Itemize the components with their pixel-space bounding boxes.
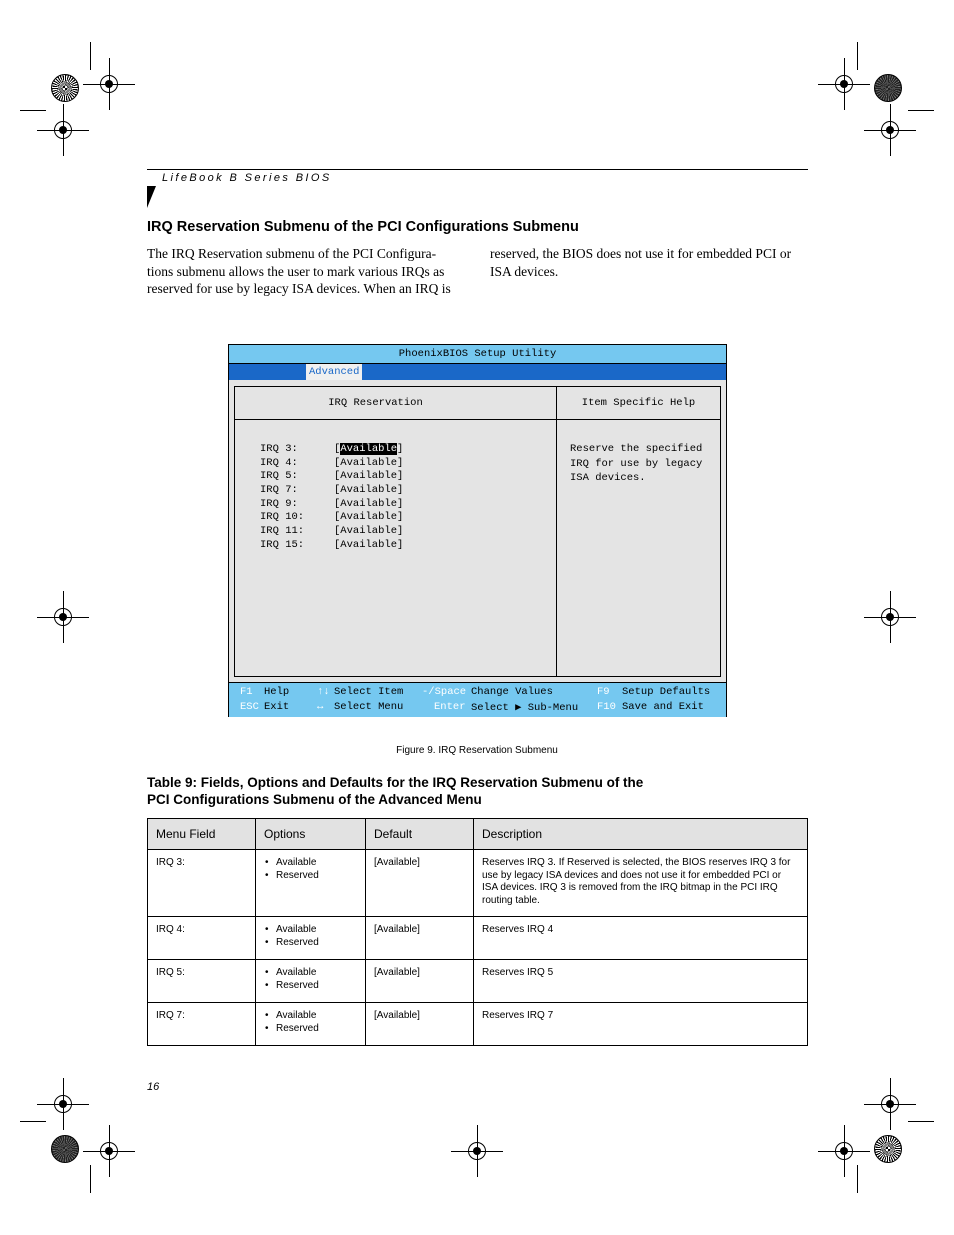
- default-cell: [Available]: [366, 917, 474, 960]
- irq-value-highlight: Available: [340, 443, 398, 455]
- options-cell: [256, 960, 366, 1003]
- crosshair-mark-icon: [97, 72, 121, 96]
- page-number: 16: [147, 1081, 160, 1093]
- paragraph-line: ISA devices.: [490, 263, 559, 279]
- description-cell: Reserves IRQ 4: [474, 917, 808, 960]
- intro-paragraph-right: [490, 245, 791, 280]
- option-item: • Available: [276, 967, 357, 980]
- options-cell: [256, 1003, 366, 1046]
- key-label: Setup Defaults: [622, 686, 711, 698]
- key-up-down: ↑↓: [317, 686, 330, 698]
- irq-label: IRQ 9:: [260, 497, 298, 510]
- irq-value[interactable]: [Available]: [334, 484, 404, 497]
- irq-label: IRQ 5:: [260, 470, 298, 483]
- description-cell: Reserves IRQ 3. If Reserved is selected, the BIOS reserves IRQ 3 for use by legacy ISA devices and does not use it for embedded PCI or ISA devices. IRQ 3 is removed from the IRQ bitmap in the PCI IRQ routing table.: [474, 850, 808, 917]
- column-header: Default: [366, 819, 474, 850]
- column-header: Options: [256, 819, 366, 850]
- help-line: IRQ for use by legacy: [570, 457, 703, 470]
- crosshair-mark-icon: [51, 1092, 75, 1116]
- registration-wheel-icon: [874, 1135, 902, 1163]
- column-header: Menu Field: [148, 819, 256, 850]
- default-cell: [Available]: [366, 1003, 474, 1046]
- bios-menu-bar: [229, 364, 726, 380]
- irq-label: IRQ 4:: [260, 456, 298, 469]
- paragraph-line: reserved, the BIOS does not use it for embedded PCI or: [490, 246, 792, 261]
- irq-label: IRQ 10:: [260, 511, 305, 524]
- pane-header: Item Specific Help: [581, 397, 696, 409]
- key-esc: ESC: [240, 701, 259, 713]
- registration-wheel-icon: [874, 74, 902, 102]
- options-cell: [256, 917, 366, 960]
- option-item: • Available: [276, 1010, 357, 1023]
- key-enter: Enter: [434, 701, 466, 713]
- crosshair-mark-icon: [465, 1139, 489, 1163]
- key-f1: F1: [240, 686, 253, 698]
- irq-row[interactable]: [235, 484, 556, 498]
- irq-row[interactable]: [235, 498, 556, 512]
- key-label: Save and Exit: [622, 701, 704, 713]
- irq-row[interactable]: [235, 443, 556, 457]
- option-item: • Reserved: [276, 937, 357, 950]
- pane-header: IRQ Reservation: [328, 397, 423, 409]
- crosshair-mark-icon: [832, 72, 856, 96]
- table-title-line: Table 9: Fields, Options and Defaults for the IRQ Reservation Submenu of the: [147, 775, 644, 790]
- bios-title-bar: PhoenixBIOS Setup Utility: [229, 345, 726, 364]
- paragraph-line: The IRQ Reservation submenu of the PCI Configura-: [147, 246, 437, 261]
- irq-label: IRQ 11:: [260, 525, 305, 538]
- crosshair-mark-icon: [878, 118, 902, 142]
- figure-caption: Figure 9. IRQ Reservation Submenu: [396, 745, 558, 756]
- options-cell: [256, 850, 366, 917]
- irq-value[interactable]: [Available]: [334, 511, 404, 524]
- paragraph-line: reserved for use by legacy ISA devices. When an IRQ is: [147, 281, 451, 296]
- field-cell: IRQ 4:: [148, 917, 256, 960]
- crosshair-mark-icon: [51, 118, 75, 142]
- item-help-text: [570, 442, 702, 486]
- irq-row[interactable]: [235, 525, 556, 539]
- irq-label: IRQ 3:: [260, 443, 298, 455]
- table-row: [148, 960, 808, 1003]
- option-item: • Reserved: [276, 870, 357, 883]
- irq-reservation-pane: [234, 386, 557, 677]
- menu-tab-advanced[interactable]: Advanced: [306, 364, 362, 380]
- help-line: ISA devices.: [570, 472, 646, 484]
- registration-wheel-icon: [51, 1135, 79, 1163]
- description-cell: Reserves IRQ 5: [474, 960, 808, 1003]
- irq-value[interactable]: [Available]: [334, 538, 404, 551]
- irq-value-selected[interactable]: [Available]: [334, 443, 404, 455]
- bios-screen: [228, 344, 727, 717]
- header-rule: [147, 169, 808, 170]
- help-line: Reserve the specified: [570, 443, 703, 455]
- help-pane: [556, 386, 721, 677]
- default-cell: [Available]: [366, 960, 474, 1003]
- field-cell: IRQ 7:: [148, 1003, 256, 1046]
- irq-value[interactable]: [Available]: [334, 470, 404, 483]
- field-cell: IRQ 3:: [148, 850, 256, 917]
- irq-value[interactable]: [Available]: [334, 456, 404, 469]
- crosshair-mark-icon: [97, 1139, 121, 1163]
- pane-header-box: [235, 387, 556, 420]
- field-cell: IRQ 5:: [148, 960, 256, 1003]
- table-title-line: PCI Configurations Submenu of the Advanced Menu: [147, 792, 482, 807]
- paragraph-line: tions submenu allows the user to mark various IRQs as: [147, 263, 445, 279]
- crosshair-mark-icon: [878, 605, 902, 629]
- crosshair-mark-icon: [51, 605, 75, 629]
- option-item: • Reserved: [276, 980, 357, 993]
- irq-list: [235, 443, 556, 553]
- option-item: • Available: [276, 857, 357, 870]
- registration-wheel-icon: [51, 74, 79, 102]
- header-triangle-icon: [147, 186, 156, 208]
- option-item: • Available: [276, 924, 357, 937]
- irq-value[interactable]: [Available]: [334, 497, 404, 510]
- description-cell: Reserves IRQ 7: [474, 1003, 808, 1046]
- key-label: Change Values: [471, 686, 553, 698]
- bios-key-legend: [229, 682, 726, 717]
- key-label: Select ▶ Sub-Menu: [471, 702, 579, 714]
- key-label: Select Menu: [334, 701, 404, 713]
- table-title: [147, 774, 643, 808]
- table-row: [148, 1003, 808, 1046]
- key-label: Exit: [264, 701, 290, 713]
- key-f9: F9: [597, 686, 610, 698]
- key-label: Select Item: [334, 686, 404, 698]
- key-minus-space: -/Space: [422, 686, 467, 698]
- table-header-row: [148, 819, 808, 850]
- default-cell: [Available]: [366, 850, 474, 917]
- key-f10: F10: [597, 701, 616, 713]
- irq-row[interactable]: [235, 511, 556, 525]
- key-label: Help: [264, 686, 290, 698]
- crosshair-mark-icon: [878, 1092, 902, 1116]
- option-item: • Reserved: [276, 1023, 357, 1036]
- table-row: [148, 917, 808, 960]
- intro-paragraph-left: [147, 245, 451, 298]
- running-header: LifeBook B Series BIOS: [162, 172, 332, 184]
- irq-row[interactable]: [235, 539, 556, 553]
- irq-row[interactable]: [235, 457, 556, 471]
- key-left-right: ↔: [317, 701, 324, 713]
- irq-label: IRQ 15:: [260, 538, 305, 551]
- table-row: [148, 850, 808, 917]
- pane-header-box: [557, 387, 720, 420]
- crosshair-mark-icon: [832, 1139, 856, 1163]
- irq-label: IRQ 7:: [260, 484, 298, 497]
- irq-row[interactable]: [235, 470, 556, 484]
- column-header: Description: [474, 819, 808, 850]
- irq-value[interactable]: [Available]: [334, 525, 404, 538]
- irq-options-table: [147, 818, 808, 1046]
- section-title: IRQ Reservation Submenu of the PCI Configurations Submenu: [147, 219, 579, 235]
